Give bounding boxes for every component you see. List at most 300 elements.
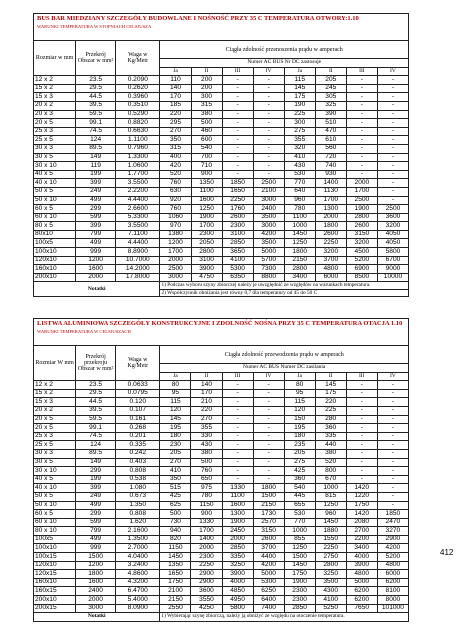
value-cell: 2300 <box>191 230 222 239</box>
value-cell: 1000 <box>284 527 315 536</box>
value-cell: 2000 <box>160 256 191 265</box>
value-cell: - <box>253 136 284 145</box>
value-cell: 1.3500 <box>116 535 160 544</box>
value-cell: 4800 <box>377 561 408 570</box>
value-cell: 500 <box>191 119 222 128</box>
value-cell: 430 <box>284 162 315 171</box>
value-cell: 440 <box>315 441 346 450</box>
value-cell: - <box>222 119 253 128</box>
value-cell: - <box>222 441 253 450</box>
value-cell: 249 <box>76 187 116 196</box>
value-cell: 5700 <box>253 256 284 265</box>
value-cell: - <box>222 84 253 93</box>
value-cell: 225 <box>315 406 346 415</box>
value-cell: 3900 <box>191 265 222 274</box>
value-cell: 220 <box>160 110 191 119</box>
value-cell: 780 <box>284 205 315 214</box>
value-cell: 74.5 <box>76 432 116 441</box>
value-cell: - <box>377 484 408 493</box>
value-cell: 270 <box>160 458 191 467</box>
table-row <box>34 544 409 553</box>
weight-header: Waga w Kg/Metr <box>116 41 160 76</box>
size-cell: 20 x 5 <box>34 424 76 433</box>
value-cell: 4300 <box>315 587 346 596</box>
value-cell: 170 <box>191 389 222 398</box>
value-cell: 740 <box>315 162 346 171</box>
value-cell: 1450 <box>315 518 346 527</box>
size-cell: 40 x 10 <box>34 179 76 188</box>
value-cell: 2800 <box>346 213 377 222</box>
value-cell: 0.5290 <box>116 110 160 119</box>
value-cell: 1700 <box>191 222 222 231</box>
value-cell: 44.5 <box>76 398 116 407</box>
value-cell: 599 <box>76 518 116 527</box>
value-cell: 0.335 <box>116 441 160 450</box>
value-cell: 5.3300 <box>116 213 160 222</box>
value-cell: 4050 <box>377 239 408 248</box>
column-header: II <box>191 67 222 76</box>
value-cell: - <box>377 179 408 188</box>
value-cell: 195 <box>160 424 191 433</box>
value-cell: 270 <box>160 127 191 136</box>
table-row <box>34 162 409 171</box>
table-row <box>34 76 409 85</box>
table-row <box>34 484 409 493</box>
value-cell: - <box>377 398 408 407</box>
value-cell: 120 <box>160 406 191 415</box>
value-cell: 320 <box>284 144 315 153</box>
value-cell: 3000 <box>253 196 284 205</box>
value-cell: 0.7960 <box>116 144 160 153</box>
value-cell: 124 <box>76 441 116 450</box>
size-cell: 160x15 <box>34 587 76 596</box>
value-cell: 99.1 <box>76 119 116 128</box>
table-row <box>34 604 409 613</box>
value-cell: - <box>222 162 253 171</box>
value-cell: 0.201 <box>116 432 160 441</box>
size-cell: 200x10 <box>34 273 76 282</box>
value-cell: 0.0795 <box>116 389 160 398</box>
title-text: LISTWA ALUMINIOWA SZCZEGÓŁY KONSTRUKCYJNE I ZDOLNOŚĆ NOŚNA PRZY 35 C TEMPERATURA OTACJA 1.10 <box>37 320 403 327</box>
size-cell: 15 x 2 <box>34 389 76 398</box>
column-header: III <box>346 372 377 381</box>
value-cell: 8.0900 <box>116 604 160 613</box>
value-cell: 10000 <box>377 273 408 282</box>
value-cell: 800 <box>315 467 346 476</box>
table-row <box>34 449 409 458</box>
value-cell: 185 <box>160 101 191 110</box>
value-cell: 235 <box>284 441 315 450</box>
value-cell: - <box>253 93 284 102</box>
value-cell: 1.620 <box>116 518 160 527</box>
value-cell: 180 <box>160 432 191 441</box>
value-cell: 470 <box>315 127 346 136</box>
table-row <box>34 553 409 562</box>
value-cell: 520 <box>160 170 191 179</box>
value-cell: - <box>222 424 253 433</box>
value-cell: 190 <box>284 101 315 110</box>
value-cell: 1800 <box>284 248 315 257</box>
value-cell: 140 <box>160 84 191 93</box>
value-cell: 3500 <box>315 578 346 587</box>
value-cell: 599 <box>76 213 116 222</box>
value-cell: 1700 <box>160 248 191 257</box>
value-cell: 124 <box>76 136 116 145</box>
size-cell: 25 x 5 <box>34 441 76 450</box>
value-cell: - <box>377 475 408 484</box>
value-cell: 900 <box>191 510 222 519</box>
value-cell: 2450 <box>222 527 253 536</box>
value-cell: 220 <box>191 406 222 415</box>
value-cell: 960 <box>315 510 346 519</box>
value-cell: 3400 <box>284 273 315 282</box>
table-row <box>34 535 409 544</box>
value-cell: - <box>346 144 377 153</box>
value-cell: - <box>377 93 408 102</box>
value-cell: - <box>253 475 284 484</box>
value-cell: 0.808 <box>116 510 160 519</box>
value-cell: 0.538 <box>116 475 160 484</box>
value-cell: 425 <box>160 492 191 501</box>
value-cell: 2570 <box>253 518 284 527</box>
value-cell: 2000 <box>315 213 346 222</box>
size-cell: 80x10 <box>34 230 76 239</box>
value-cell: 3.5500 <box>116 222 160 231</box>
value-cell: 6200 <box>346 587 377 596</box>
value-cell: 4.0400 <box>116 553 160 562</box>
value-cell: 3700 <box>315 256 346 265</box>
size-cell: 100x5 <box>34 535 76 544</box>
value-cell: - <box>253 76 284 85</box>
table-row <box>34 273 409 282</box>
value-cell: 3250 <box>315 570 346 579</box>
value-cell: 530 <box>284 510 315 519</box>
table-row <box>34 230 409 239</box>
value-cell: 1900 <box>222 518 253 527</box>
value-cell: 1150 <box>160 544 191 553</box>
value-cell: 210 <box>191 398 222 407</box>
value-cell: 1100 <box>222 492 253 501</box>
value-cell: - <box>377 162 408 171</box>
value-cell: - <box>222 144 253 153</box>
value-cell: 2700 <box>346 527 377 536</box>
size-cell: 60 x 5 <box>34 510 76 519</box>
value-cell: 1060 <box>160 213 191 222</box>
value-cell: 1600 <box>76 578 116 587</box>
note-text: 1) Wybierając szynę zbiorczą, należy ją obniżyć ze względu na otoczenie temperatura. <box>160 613 409 622</box>
value-cell: 3650 <box>222 248 253 257</box>
value-cell: 230 <box>160 441 191 450</box>
value-cell: 6200 <box>346 596 377 605</box>
size-cell: 25 x 5 <box>34 136 76 145</box>
value-cell: 1700 <box>315 196 346 205</box>
value-cell: 1200 <box>76 256 116 265</box>
value-cell: - <box>253 424 284 433</box>
value-cell: 1330 <box>222 484 253 493</box>
value-cell: 1700 <box>346 187 377 196</box>
value-cell: 1130 <box>315 187 346 196</box>
value-cell: 4200 <box>377 544 408 553</box>
value-cell: 815 <box>315 492 346 501</box>
value-cell: 999 <box>76 544 116 553</box>
table-row <box>34 587 409 596</box>
table-row <box>34 187 409 196</box>
value-cell: 670 <box>315 475 346 484</box>
table-row <box>34 381 409 390</box>
value-cell: 1450 <box>160 553 191 562</box>
value-cell: - <box>222 110 253 119</box>
size-cell: 80 x 5 <box>34 222 76 231</box>
value-cell: 7650 <box>346 604 377 613</box>
value-cell: 4.4400 <box>116 239 160 248</box>
table-row <box>34 248 409 257</box>
value-cell: 1880 <box>315 527 346 536</box>
value-cell: 760 <box>160 205 191 214</box>
table-row <box>34 458 409 467</box>
value-cell: 425 <box>284 467 315 476</box>
value-cell: 6000 <box>377 570 408 579</box>
value-cell: 29.5 <box>76 389 116 398</box>
value-cell: - <box>377 144 408 153</box>
value-cell: - <box>346 398 377 407</box>
value-cell: 930 <box>315 170 346 179</box>
value-cell: - <box>253 101 284 110</box>
value-cell: 3100 <box>191 256 222 265</box>
value-cell: 99.1 <box>76 424 116 433</box>
value-cell: 0.268 <box>116 424 160 433</box>
value-cell: - <box>377 492 408 501</box>
value-cell: 299 <box>76 205 116 214</box>
value-cell: 0.673 <box>116 492 160 501</box>
value-cell: 0.8820 <box>116 119 160 128</box>
value-cell: 3250 <box>222 561 253 570</box>
value-cell: 1760 <box>222 205 253 214</box>
column-header: IV <box>377 372 408 381</box>
value-cell: - <box>346 449 377 458</box>
value-cell: 80 <box>160 381 191 390</box>
value-cell: 3200 <box>377 222 408 231</box>
value-cell: 1250 <box>315 501 346 510</box>
column-header: IV <box>377 67 408 76</box>
value-cell: 855 <box>284 535 315 544</box>
table-row <box>34 441 409 450</box>
copper-busbar-table <box>33 13 409 297</box>
value-cell: 6900 <box>346 265 377 274</box>
value-cell: 3.5500 <box>116 179 160 188</box>
value-cell: 530 <box>284 170 315 179</box>
value-cell: - <box>222 136 253 145</box>
table-row <box>34 136 409 145</box>
value-cell: 760 <box>191 467 222 476</box>
value-cell: - <box>253 381 284 390</box>
value-cell: 1100 <box>191 187 222 196</box>
size-cell: 100x10 <box>34 248 76 257</box>
value-cell: 2600 <box>253 535 284 544</box>
value-cell: 199 <box>76 170 116 179</box>
value-cell: - <box>346 119 377 128</box>
size-cell: 12 x 2 <box>34 381 76 390</box>
size-cell: 25 x 3 <box>34 127 76 136</box>
column-header: Ja <box>284 67 315 76</box>
value-cell: 8800 <box>253 273 284 282</box>
value-cell: - <box>377 449 408 458</box>
value-cell: 1750 <box>160 578 191 587</box>
value-cell: 315 <box>160 144 191 153</box>
value-cell: 1150 <box>191 501 222 510</box>
value-cell: 2.2200 <box>116 187 160 196</box>
value-cell: - <box>346 93 377 102</box>
value-cell: 1450 <box>284 561 315 570</box>
column-header: III <box>346 67 377 76</box>
value-cell: - <box>377 101 408 110</box>
value-cell: - <box>346 415 377 424</box>
value-cell: 4200 <box>253 230 284 239</box>
table-row <box>34 239 409 248</box>
value-cell: - <box>377 381 408 390</box>
notes-label: Notatki <box>34 282 160 297</box>
value-cell: 960 <box>284 196 315 205</box>
value-cell: 6700 <box>377 256 408 265</box>
value-cell: 1.3300 <box>116 153 160 162</box>
value-cell: 2500 <box>346 196 377 205</box>
table-row <box>34 467 409 476</box>
value-cell: 655 <box>284 501 315 510</box>
table-row <box>34 119 409 128</box>
value-cell: 730 <box>160 518 191 527</box>
value-cell: 1000 <box>315 484 346 493</box>
value-cell: 3100 <box>222 230 253 239</box>
value-cell: 2600 <box>315 230 346 239</box>
size-cell: 30 x 10 <box>34 467 76 476</box>
value-cell: 115 <box>284 398 315 407</box>
value-cell: 2250 <box>191 561 222 570</box>
subtitle-text: WARUNKI TEMPERATURA W STOPNIACH CELSJUSZA <box>37 23 152 29</box>
value-cell: 305 <box>315 93 346 102</box>
value-cell: 940 <box>160 527 191 536</box>
column-header: II <box>315 67 346 76</box>
value-cell: 1450 <box>284 230 315 239</box>
value-cell: 4850 <box>222 587 253 596</box>
value-cell: 0.0633 <box>116 381 160 390</box>
size-cell: 100x15 <box>34 553 76 562</box>
value-cell: 205 <box>315 76 346 85</box>
value-cell: 2150 <box>284 256 315 265</box>
value-cell: 1350 <box>160 561 191 570</box>
value-cell: 175 <box>284 93 315 102</box>
value-cell: 23.5 <box>76 381 116 390</box>
value-cell: 5200 <box>346 256 377 265</box>
value-cell: 650 <box>191 475 222 484</box>
value-cell: 5800 <box>377 248 408 257</box>
value-cell: 2600 <box>346 222 377 231</box>
table-row <box>34 518 409 527</box>
value-cell: 335 <box>315 432 346 441</box>
value-cell: 380 <box>191 110 222 119</box>
value-cell: 145 <box>160 415 191 424</box>
value-cell: 6400 <box>253 596 284 605</box>
value-cell: - <box>377 432 408 441</box>
value-cell: - <box>377 501 408 510</box>
value-cell: 2050 <box>191 239 222 248</box>
value-cell: 499 <box>76 501 116 510</box>
value-cell: 2000 <box>191 544 222 553</box>
value-cell: - <box>222 389 253 398</box>
value-cell: 220 <box>315 398 346 407</box>
value-cell: 300 <box>191 93 222 102</box>
value-cell: 7.1100 <box>116 230 160 239</box>
value-cell: 0.808 <box>116 467 160 476</box>
value-cell: 1220 <box>346 492 377 501</box>
value-cell: 2500 <box>253 179 284 188</box>
page-number: 412 <box>440 548 454 557</box>
value-cell: - <box>377 170 408 179</box>
size-cell: 160x10 <box>34 265 76 274</box>
value-cell: 4000 <box>222 578 253 587</box>
table-row <box>34 144 409 153</box>
value-cell: 300 <box>284 119 315 128</box>
value-cell: 710 <box>191 162 222 171</box>
size-cell: 20 x 2 <box>34 101 76 110</box>
value-cell: - <box>253 467 284 476</box>
value-cell: 3000 <box>160 273 191 282</box>
value-cell: 200 <box>191 76 222 85</box>
value-cell: 2800 <box>284 265 315 274</box>
value-cell: 2000 <box>222 535 253 544</box>
value-cell: 1750 <box>346 501 377 510</box>
value-cell: 199 <box>76 475 116 484</box>
value-cell: 0.3510 <box>116 101 160 110</box>
value-cell: 390 <box>315 110 346 119</box>
value-cell: 1900 <box>191 213 222 222</box>
value-cell: - <box>253 441 284 450</box>
value-cell: 1850 <box>222 179 253 188</box>
value-cell: 1.350 <box>116 501 160 510</box>
size-cell: 120x10 <box>34 561 76 570</box>
value-cell: 8000 <box>377 596 408 605</box>
table-row <box>34 127 409 136</box>
table-row <box>34 578 409 587</box>
table-row <box>34 501 409 510</box>
value-cell: 350 <box>160 475 191 484</box>
value-cell: 1800 <box>76 570 116 579</box>
value-cell: 150 <box>284 415 315 424</box>
value-cell: 4800 <box>315 265 346 274</box>
value-cell: 2300 <box>191 553 222 562</box>
value-cell: 1.7700 <box>116 170 160 179</box>
value-cell: 1380 <box>160 230 191 239</box>
value-cell: - <box>377 127 408 136</box>
value-cell: 5000 <box>253 248 284 257</box>
value-cell: 245 <box>315 84 346 93</box>
value-cell: 5300 <box>253 578 284 587</box>
value-cell: 2100 <box>253 187 284 196</box>
size-cell: 20 x 2 <box>34 406 76 415</box>
value-cell: - <box>222 153 253 162</box>
value-cell: 95 <box>160 389 191 398</box>
value-cell: - <box>253 84 284 93</box>
size-cell: 30 x 5 <box>34 458 76 467</box>
value-cell: 115 <box>284 76 315 85</box>
value-cell: 0.2620 <box>116 84 160 93</box>
value-cell: 17.8000 <box>116 273 160 282</box>
table-row <box>34 153 409 162</box>
value-cell: - <box>222 93 253 102</box>
column-header: IV <box>253 372 284 381</box>
value-cell: 0.107 <box>116 406 160 415</box>
value-cell: 360 <box>284 475 315 484</box>
value-cell: 110 <box>160 76 191 85</box>
value-cell: 2400 <box>253 205 284 214</box>
